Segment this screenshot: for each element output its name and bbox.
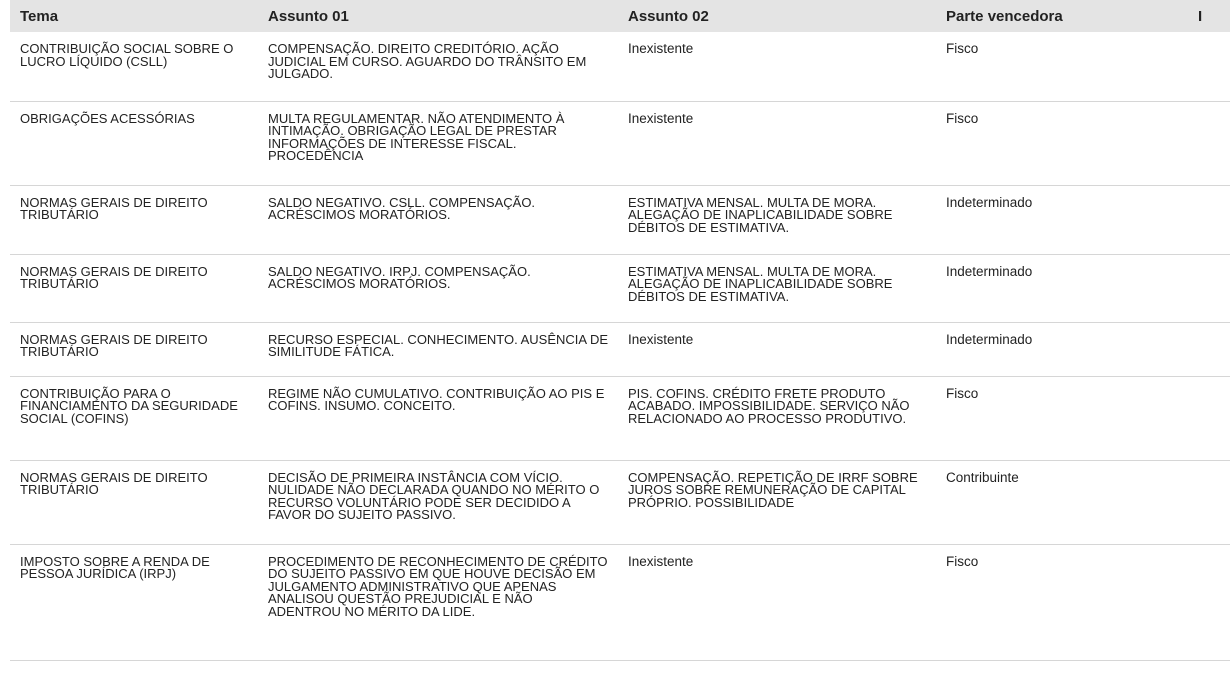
cell-assunto-02: Inexistente — [618, 101, 936, 185]
cell-assunto-01: RECURSO ESPECIAL. CONHECIMENTO. AUSÊNCIA DE SIMILITUDE FÁTICA. — [258, 322, 618, 376]
cell-extra — [1188, 101, 1230, 185]
cell-tema: NORMAS GERAIS DE DIREITO TRIBUTÁRIO — [10, 460, 258, 544]
table-row — [10, 460, 1230, 544]
table-row — [10, 185, 1230, 254]
cell-tema: CONTRIBUIÇÃO SOCIAL SOBRE O LUCRO LÍQUIDO (CSLL) — [10, 32, 258, 101]
cell-assunto-02: COMPENSAÇÃO. REPETIÇÃO DE IRRF SOBRE JUROS SOBRE REMUNERAÇÃO DE CAPITAL PRÓPRIO. POSSIBILIDADE — [618, 460, 936, 544]
cell-tema: NORMAS GERAIS DE DIREITO TRIBUTÁRIO — [10, 322, 258, 376]
cell-tema: NORMAS GERAIS DE DIREITO TRIBUTÁRIO — [10, 185, 258, 254]
cell-extra — [1188, 544, 1230, 660]
column-header-truncated[interactable]: I — [1198, 7, 1203, 25]
cell-assunto-01: REGIME NÃO CUMULATIVO. CONTRIBUIÇÃO AO PIS E COFINS. INSUMO. CONCEITO. — [258, 376, 618, 460]
cell-parte-vencedora: Fisco — [936, 376, 1188, 460]
cell-extra — [1188, 185, 1230, 254]
cell-assunto-01: PROCEDIMENTO DE RECONHECIMENTO DE CRÉDITO DO SUJEITO PASSIVO EM QUE HOUVE DECISÃO EM JULGAMENTO ADMINISTRATIVO QUE APENAS ANALISOU QUESTÃO PREJUDICIAL E NÃO ADENTROU NO MÉRITO DA LIDE. — [258, 544, 618, 660]
cell-assunto-02: PIS. COFINS. CRÉDITO FRETE PRODUTO ACABADO. IMPOSSIBILIDADE. SERVIÇO NÃO RELACIONADO AO PROCESSO PRODUTIVO. — [618, 376, 936, 460]
cell-assunto-02: Inexistente — [618, 322, 936, 376]
cell-tema: OBRIGAÇÕES ACESSÓRIAS — [10, 101, 258, 185]
cell-assunto-01: SALDO NEGATIVO. CSLL. COMPENSAÇÃO. ACRÉSCIMOS MORATÓRIOS. — [258, 185, 618, 254]
cell-parte-vencedora: Indeterminado — [936, 254, 1188, 322]
table-row — [10, 101, 1230, 185]
table-header — [10, 0, 1230, 32]
cell-assunto-02: Inexistente — [618, 32, 936, 101]
cell-extra — [1188, 376, 1230, 460]
table-row — [10, 32, 1230, 101]
header-row — [10, 0, 1230, 32]
cell-tema: CONTRIBUIÇÃO PARA O FINANCIAMENTO DA SEGURIDADE SOCIAL (COFINS) — [10, 376, 258, 460]
table-row — [10, 544, 1230, 660]
cell-parte-vencedora: Indeterminado — [936, 185, 1188, 254]
cell-parte-vencedora: Contribuinte — [936, 460, 1188, 544]
table-row — [10, 376, 1230, 460]
cell-parte-vencedora: Fisco — [936, 32, 1188, 101]
cell-assunto-01: DECISÃO DE PRIMEIRA INSTÂNCIA COM VÍCIO. NULIDADE NÃO DECLARADA QUANDO NO MÉRITO O RECURSO VOLUNTÁRIO PODE SER DECIDIDO A FAVOR DO SUJEITO PASSIVO. — [258, 460, 618, 544]
cell-assunto-01: COMPENSAÇÃO. DIREITO CREDITÓRIO. AÇÃO JUDICIAL EM CURSO. AGUARDO DO TRÂNSITO EM JULGADO. — [258, 32, 618, 101]
cell-assunto-01: SALDO NEGATIVO. IRPJ. COMPENSAÇÃO. ACRÉSCIMOS MORATÓRIOS. — [258, 254, 618, 322]
table-body — [10, 32, 1230, 660]
cell-tema: IMPOSTO SOBRE A RENDA DE PESSOA JURÍDICA (IRPJ) — [10, 544, 258, 660]
cell-assunto-01: MULTA REGULAMENTAR. NÃO ATENDIMENTO À INTIMAÇÃO. OBRIGAÇÃO LEGAL DE PRESTAR INFORMAÇÕES DE INTERESSE FISCAL. PROCEDÊNCIA — [258, 101, 618, 185]
cell-tema: NORMAS GERAIS DE DIREITO TRIBUTÁRIO — [10, 254, 258, 322]
column-header-tema[interactable]: Tema — [20, 7, 59, 25]
cell-assunto-02: Inexistente — [618, 544, 936, 660]
table-row — [10, 322, 1230, 376]
cell-extra — [1188, 322, 1230, 376]
cell-parte-vencedora: Fisco — [936, 544, 1188, 660]
cell-assunto-02: ESTIMATIVA MENSAL. MULTA DE MORA. ALEGAÇÃO DE INAPLICABILIDADE SOBRE DÉBITOS DE ESTIMATIVA. — [618, 254, 936, 322]
cell-extra — [1188, 254, 1230, 322]
cell-parte-vencedora: Fisco — [936, 101, 1188, 185]
column-header-assunto-01[interactable]: Assunto 01 — [268, 7, 349, 25]
cell-extra — [1188, 460, 1230, 544]
cell-parte-vencedora: Indeterminado — [936, 322, 1188, 376]
results-table — [10, 0, 1230, 661]
column-header-assunto-02[interactable]: Assunto 02 — [628, 7, 709, 25]
column-header-parte-vencedora[interactable]: Parte vencedora — [946, 7, 1063, 25]
table-row — [10, 254, 1230, 322]
cell-extra — [1188, 32, 1230, 101]
cell-assunto-02: ESTIMATIVA MENSAL. MULTA DE MORA. ALEGAÇÃO DE INAPLICABILIDADE SOBRE DÉBITOS DE ESTIMATIVA. — [618, 185, 936, 254]
